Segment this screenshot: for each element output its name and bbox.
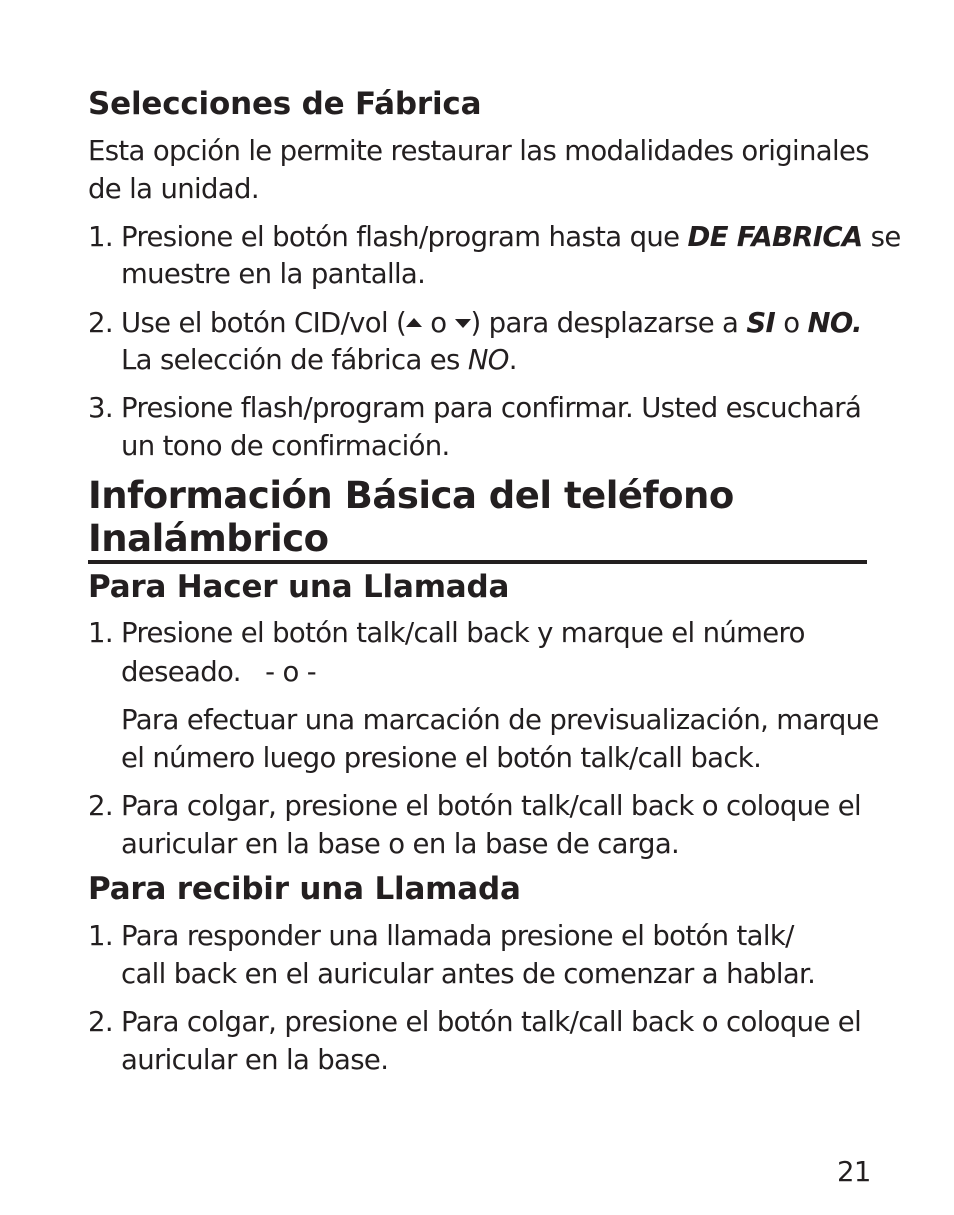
section-heading-factory-settings: Selecciones de Fábrica bbox=[88, 86, 482, 122]
call-step1-line1: Presione el botón talk/call back y marque el número bbox=[121, 617, 805, 649]
factory-step2-line1: Use el botón CID/vol ( o ) para desplazarse a SI o NO. bbox=[121, 307, 862, 339]
option-si: SI bbox=[746, 307, 776, 339]
factory-step1-line1: Presione el botón flash/program hasta que DE FABRICA se bbox=[121, 221, 901, 253]
receive-step1-line1: Para responder una llamada presione el botón talk/ bbox=[121, 920, 794, 952]
page-number: 21 bbox=[837, 1156, 871, 1188]
call-step2-line2: auricular en la base o en la base de carga. bbox=[121, 828, 680, 860]
call-step1-line2: deseado. - o - bbox=[121, 656, 316, 688]
title-underline bbox=[88, 560, 867, 564]
chapter-title-line-1: Información Básica del teléfono bbox=[88, 474, 734, 517]
receive-step2-line1: 2. Para colgar, presione el botón talk/call back o coloque el bbox=[88, 1006, 862, 1038]
step-number: 2. bbox=[88, 307, 113, 339]
step-number: 3. bbox=[88, 392, 113, 424]
triangle-down-icon bbox=[455, 319, 471, 328]
section-heading-receive-call: Para recibir una Llamada bbox=[88, 871, 521, 907]
section-heading-make-call: Para Hacer una Llamada bbox=[88, 569, 510, 605]
step-number: 1. bbox=[88, 920, 113, 952]
step-number: 2. bbox=[88, 790, 113, 822]
receive-step1-line2: call back en el auricular antes de comenzar a hablar. bbox=[121, 958, 816, 990]
call-step2-line1: Para colgar, presione el botón talk/call back o coloque el bbox=[121, 790, 862, 822]
factory-option-label: DE FABRICA bbox=[687, 221, 863, 253]
intro-line-1: Esta opción le permite restaurar las modalidades originales bbox=[88, 135, 869, 167]
factory-step3-line2: un tono de confirmación. bbox=[121, 430, 450, 462]
triangle-up-icon bbox=[406, 318, 422, 327]
step-number: 1. bbox=[88, 221, 113, 253]
factory-step1-line2: muestre en la pantalla. bbox=[121, 258, 426, 290]
receive-step2-line2: auricular en la base. bbox=[121, 1044, 389, 1076]
chapter-title-line-2: Inalámbrico bbox=[88, 517, 329, 560]
call-step1-line3: Para efectuar una marcación de previsualización, marque bbox=[121, 704, 879, 736]
factory-step3-line1: Presione flash/program para confirmar. Usted escuchará bbox=[121, 392, 862, 424]
call-step1-line4: el número luego presione el botón talk/call back. bbox=[121, 742, 762, 774]
intro-line-2: de la unidad. bbox=[88, 173, 259, 205]
option-no: NO. bbox=[807, 307, 862, 339]
step-number: 1. bbox=[88, 617, 113, 649]
factory-step2-line2: La selección de fábrica es NO. bbox=[121, 344, 517, 376]
